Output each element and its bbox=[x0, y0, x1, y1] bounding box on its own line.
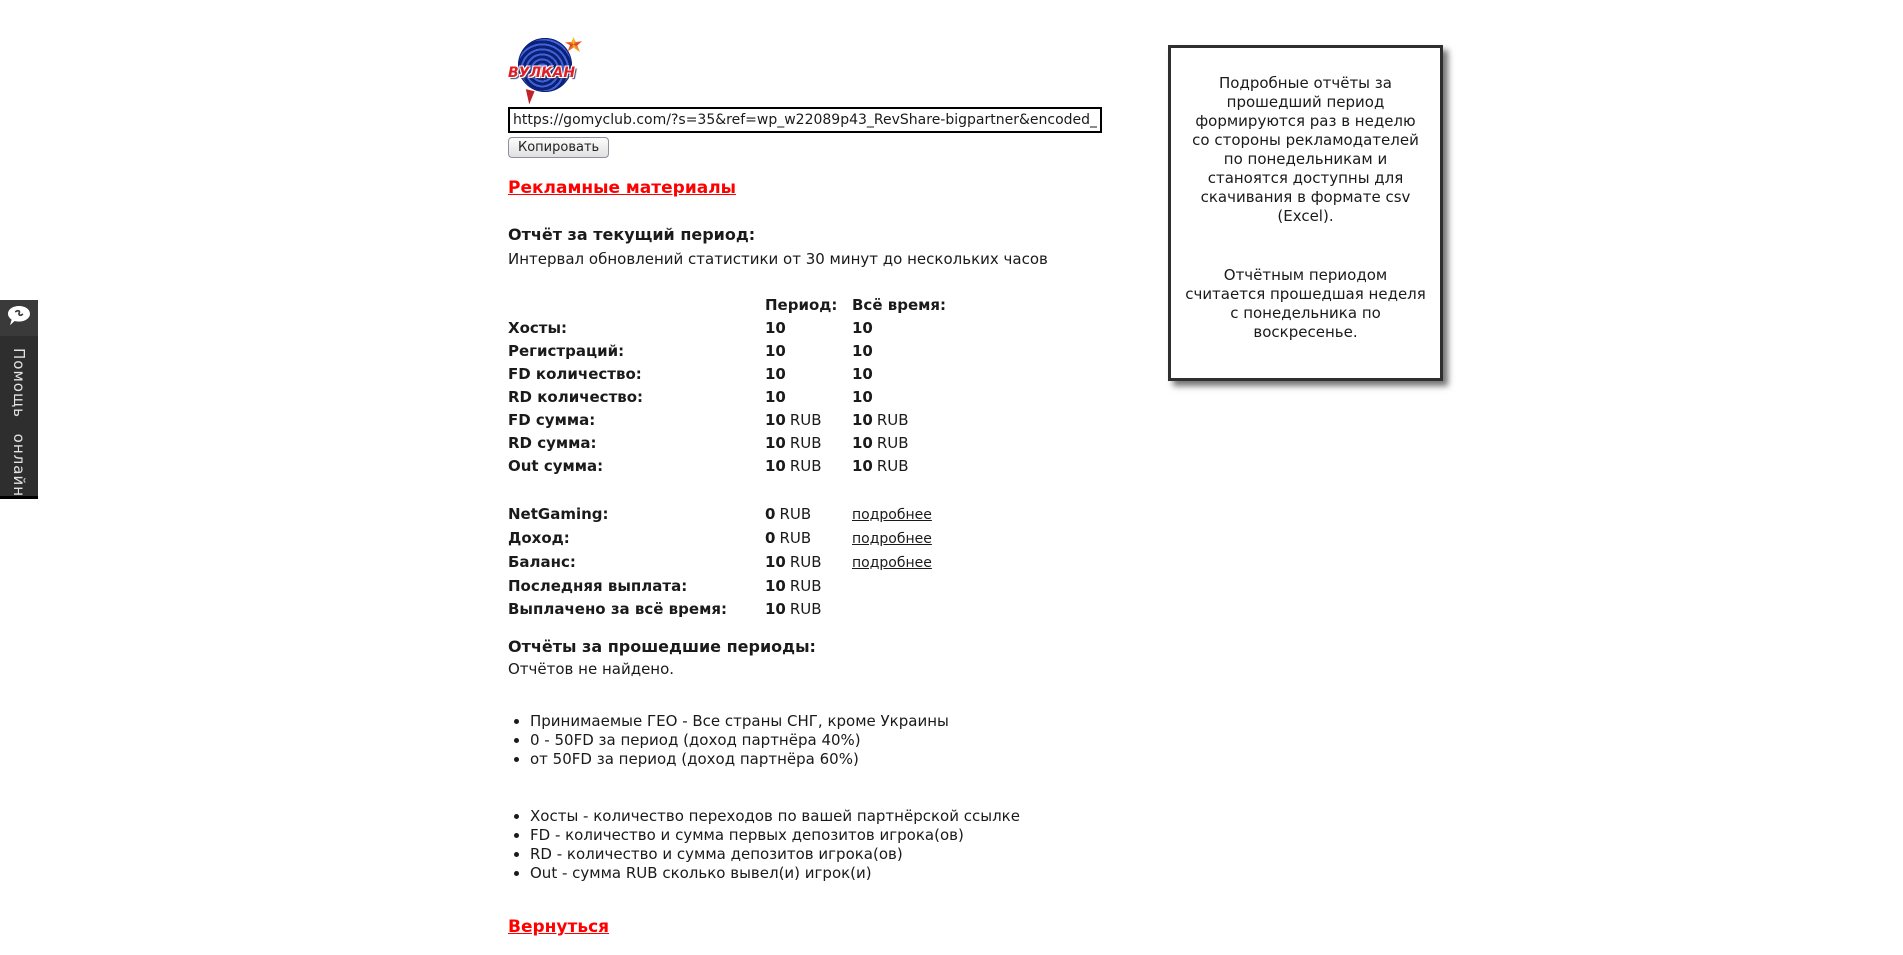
stat-period-value: 10 bbox=[765, 388, 786, 406]
stat-period-value: 10 bbox=[765, 319, 786, 337]
stat-period-value: 10 bbox=[765, 365, 786, 383]
finance-label: Выплачено за всё время: bbox=[508, 600, 727, 618]
details-link-income[interactable]: подробнее bbox=[852, 531, 932, 547]
info-paragraph-1: Подробные отчёты за прошедший период формируются раз в неделю со стороны рекламодателей по понедельникам и станоятся доступны для скачивания в формате csv (Excel). bbox=[1192, 74, 1419, 225]
info-paragraph-2: Отчётным периодом считается прошедшая неделя с понедельника по воскресенье. bbox=[1185, 266, 1426, 341]
glossary-item: • RD - количество и сумма депозитов игрока(ов) bbox=[530, 845, 1168, 864]
chat-label-box[interactable] bbox=[0, 336, 38, 496]
help-online-tab[interactable] bbox=[0, 300, 38, 499]
chat-icon-box[interactable] bbox=[0, 300, 38, 336]
stat-label: RD количество: bbox=[508, 388, 644, 406]
glossary-item: • FD - количество и сумма первых депозитов игрока(ов) bbox=[530, 826, 1168, 845]
finance-empty-cell bbox=[852, 575, 1032, 598]
finance-value: 10 RUB bbox=[765, 577, 822, 595]
stat-label: FD количество: bbox=[508, 365, 642, 383]
stat-alltime-value: 10 RUB bbox=[852, 457, 909, 475]
stat-period-value: 10 RUB bbox=[765, 434, 822, 452]
stats-corner-cell bbox=[508, 294, 765, 317]
term-item: • от 50FD за период (доход партнёра 60%) bbox=[530, 750, 1168, 769]
stat-alltime-value: 10 bbox=[852, 365, 873, 383]
glossary-item: • Out - сумма RUB сколько вывел(и) игрок(и) bbox=[530, 864, 1168, 883]
term-item: • Принимаемые ГЕО - Все страны СНГ, кроме Украины bbox=[530, 712, 1168, 731]
details-link-netgaming[interactable]: подробнее bbox=[852, 507, 932, 523]
reports-info-panel bbox=[1168, 45, 1443, 381]
stat-alltime-value: 10 bbox=[852, 319, 873, 337]
finance-label: Последняя выплата: bbox=[508, 577, 688, 595]
finance-empty-cell bbox=[852, 598, 1032, 621]
stat-label: Хосты: bbox=[508, 319, 568, 337]
stat-period-value: 10 RUB bbox=[765, 457, 822, 475]
column-header-period: Период: bbox=[765, 296, 838, 314]
stat-alltime-value: 10 bbox=[852, 342, 873, 360]
finance-label: NetGaming: bbox=[508, 505, 609, 523]
stat-label: RD сумма: bbox=[508, 434, 597, 452]
current-report-title: Отчёт за текущий период: bbox=[508, 225, 756, 244]
finance-label: Доход: bbox=[508, 529, 570, 547]
finance-label: Баланс: bbox=[508, 553, 576, 571]
glossary-list bbox=[508, 807, 1168, 883]
vulkan-logo bbox=[508, 38, 584, 102]
finance-value: 0 RUB bbox=[765, 505, 812, 523]
terms-list bbox=[508, 712, 1168, 769]
stat-label: Регистраций: bbox=[508, 342, 625, 360]
chat-bubble-icon bbox=[7, 305, 31, 331]
update-interval-note: Интервал обновлений статистики от 30 минут до нескольких часов bbox=[508, 250, 1048, 268]
past-reports-title: Отчёты за прошедшие периоды: bbox=[508, 637, 816, 656]
stat-period-value: 10 bbox=[765, 342, 786, 360]
promo-materials-link[interactable]: Рекламные материалы bbox=[508, 178, 737, 198]
finance-table bbox=[508, 503, 1168, 621]
term-item: • 0 - 50FD за период (доход партнёра 40%) bbox=[530, 731, 1168, 750]
logo-title: ВУЛКАН bbox=[508, 65, 576, 81]
finance-value: 10 RUB bbox=[765, 553, 822, 571]
stat-alltime-value: 10 RUB bbox=[852, 411, 909, 429]
current-period-table bbox=[508, 294, 1168, 478]
finance-value: 10 RUB bbox=[765, 600, 822, 618]
help-online-label: Помощь онлайн bbox=[10, 348, 28, 498]
details-link-balance[interactable]: подробнее bbox=[852, 555, 932, 571]
copy-button[interactable]: Копировать bbox=[508, 137, 609, 158]
referral-url-input[interactable] bbox=[508, 107, 1102, 133]
logo-flame-icon bbox=[522, 89, 534, 105]
finance-value: 0 RUB bbox=[765, 529, 812, 547]
stat-label: FD сумма: bbox=[508, 411, 596, 429]
stat-alltime-value: 10 bbox=[852, 388, 873, 406]
past-reports-empty-text: Отчётов не найдено. bbox=[508, 660, 675, 678]
stat-period-value: 10 RUB bbox=[765, 411, 822, 429]
stat-label: Out сумма: bbox=[508, 457, 604, 475]
back-link[interactable]: Вернуться bbox=[508, 917, 610, 937]
glossary-item: • Хосты - количество переходов по вашей партнёрской ссылке bbox=[530, 807, 1168, 826]
column-header-alltime: Всё время: bbox=[852, 296, 947, 314]
main-content bbox=[508, 38, 1168, 937]
stat-alltime-value: 10 RUB bbox=[852, 434, 909, 452]
